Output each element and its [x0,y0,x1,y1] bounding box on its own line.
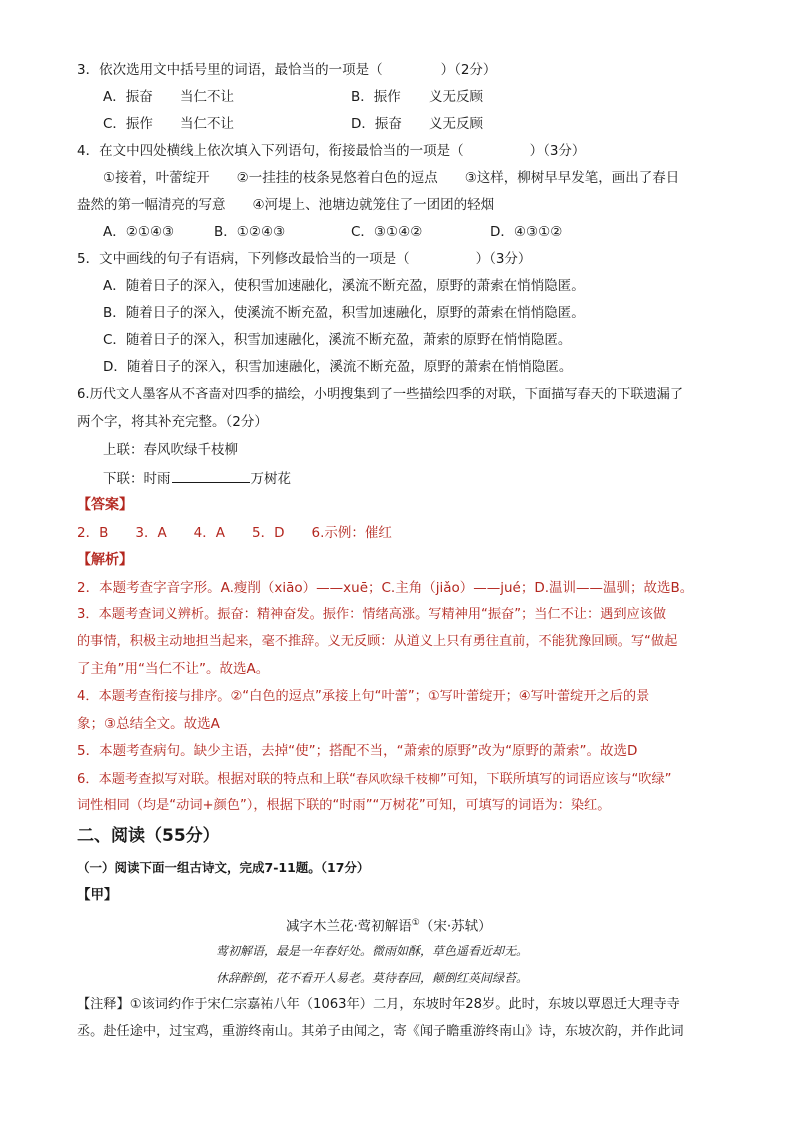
note-line-1: 【注释】①该词约作于宋仁宗嘉祐八年（1063年）二月，东坡时年28岁。此时，东坡以覃恩迁大理寺寺 [77,997,680,1012]
q3-stem-text: 3．依次选用文中括号里的词语，最恰当的一项是（ [77,62,383,78]
analysis-line-2: 3．本题考查词义辨析。振奋：精神奋发。振作：情绪高涨。写精神用“振奋”；当仁不让：遇到应该做 [77,607,667,622]
section-2-subtitle: （一）阅读下面一组古诗文，完成7-11题。（17分） [77,860,370,875]
q5-stem-score: ）（3分） [475,251,532,267]
q3-option-d-letter: D．振奋 [351,116,402,132]
q4-option-a: A．②①④③ [103,224,175,240]
poem-title-text: 减字木兰花·莺初解语 [286,918,412,935]
q4-stem-text: 4．在文中四处横线上依次填入下列语句，衔接最恰当的一项是（ [77,143,464,159]
q4-option-d: D．④③①② [490,224,563,240]
q3-stem-score: ）（2分） [440,62,497,78]
q3-option-d [351,115,483,133]
q6-lower-couplet-end: 万树花 [250,471,291,487]
q4-sentence-line-2: 盎然的第一幅清亮的写意 ④河堤上、池塘边就笼住了一团团的轻烟 [77,197,495,213]
q5-option-d: D．随着日子的深入，积雪加速融化，溪流不断充盈，原野的萧索在悄悄隐匿。 [103,359,573,375]
q4-stem [77,142,585,160]
q6-upper-couplet: 上联：春风吹绿千枝柳 [103,442,238,458]
analysis-line-3: 的事情，积极主动地担当起来，毫不推辞。义无反顾：从道义上只有勇往直前，不能犹豫回顾。写“做起 [77,634,678,649]
passage-jia-label: 【甲】 [77,887,118,903]
analysis-line-8 [77,770,672,789]
q6-stem-line-2: 两个字，将其补充完整。（2分） [77,414,268,430]
q6-stem-line-1: 6.历代文人墨客从不吝啬对四季的描绘，小明搜集到了一些描绘四季的对联，下面描写春天的下联遗漏了 [77,387,684,402]
analysis-line-7: 5．本题考查病句。缺少主语，去掉“使”；搭配不当，“萧索的原野”改为“原野的萧索”。故选D [77,743,638,759]
q5-option-c: C．随着日子的深入，积雪加速融化，溪流不断充盈，萧索的原野在悄悄隐匿。 [103,332,572,348]
q6-answer-blank [172,469,250,483]
analysis-line-5: 4．本题考查衔接与排序。②“白色的逗点”承接上句“叶蕾”；①写叶蕾绽开；④写叶蕾绽开之后的景 [77,689,650,704]
answer-text: 2．B 3．A 4．A 5．D 6.示例：催红 [77,525,392,541]
q4-option-b: B．①②④③ [214,224,286,240]
poem-author: （宋·苏轼） [419,918,492,935]
q6-lower-couplet-start: 下联：时雨 [103,471,171,487]
q5-option-a: A．随着日子的深入，使积雪加速融化，溪流不断充盈，原野的萧索在悄悄隐匿。 [103,278,585,294]
q3-option-a [103,88,234,106]
q5-stem [77,250,531,268]
analysis-line-8-part-3: ” [664,772,672,787]
analysis-line-8-part-2: ”可知，下联所填写的词语应该与“ [440,772,639,787]
q3-option-b-letter: B．振作 [351,89,401,105]
answer-tag: 【答案】 [77,497,133,513]
q3-option-c [103,115,234,133]
q4-stem-score: ）（3分） [529,143,586,159]
analysis-line-8-quote-2: 吹绿 [638,772,665,787]
q3-option-a-letter: A．振奋 [103,89,153,105]
q6-lower-couplet [103,469,291,488]
q3-option-b [351,88,483,106]
analysis-line-8-quote-1: 春风吹绿千枝柳 [355,772,440,786]
q3-option-b-words: 义无反顾 [429,89,483,105]
note-line-2: 丞。赴任途中，过宝鸡，重游终南山。其弟子由闻之，寄《闻子瞻重游终南山》诗，东坡次韵，并作此词 [77,1024,684,1039]
poem-note-mark: ① [411,918,420,928]
q3-stem [77,61,496,79]
q5-option-b: B．随着日子的深入，使溪流不断充盈，积雪加速融化，原野的萧索在悄悄隐匿。 [103,305,585,321]
analysis-line-1: 2．本题考查字音字形。A.瘦削（xiāo）——xuē；C.主角（jiǎo）——jué；D.温训——温驯；故选B。 [77,580,694,596]
section-2-title: 二、阅读（55分） [77,826,220,846]
poem-line-1: 莺初解语，最是一年春好处。微雨如酥，草色遥看近却无。 [216,944,529,958]
analysis-line-8-part-1: 6．本题考查拟写对联。根据对联的特点和上联“ [77,772,356,787]
q3-option-a-words: 当仁不让 [180,89,234,105]
q3-option-d-words: 义无反顾 [429,116,483,132]
q3-option-c-words: 当仁不让 [180,116,234,132]
analysis-line-4: 了主角”用“当仁不让”。故选A。 [77,661,270,677]
poem-line-2: 休辞醉倒，花不看开人易老。莫待春回，颠倒红英间绿苔。 [216,971,529,985]
analysis-line-6: 象；③总结全文。故选A [77,716,220,732]
q3-option-c-letter: C．振作 [103,116,153,132]
analysis-line-9: 词性相同（均是“动词+颜色”），根据下联的“时雨”“万树花”可知，可填写的词语为：染红。 [77,798,611,813]
q4-sentence-line-1: ①接着，叶蕾绽开 ②一挂挂的枝条晃悠着白色的逗点 ③这样，柳树早早发笔，画出了春日 [103,170,680,186]
q4-option-c: C．③①④② [351,224,423,240]
q5-stem-text: 5．文中画线的句子有语病，下列修改最恰当的一项是（ [77,251,410,267]
poem-title [286,914,492,936]
analysis-tag: 【解析】 [77,552,133,568]
